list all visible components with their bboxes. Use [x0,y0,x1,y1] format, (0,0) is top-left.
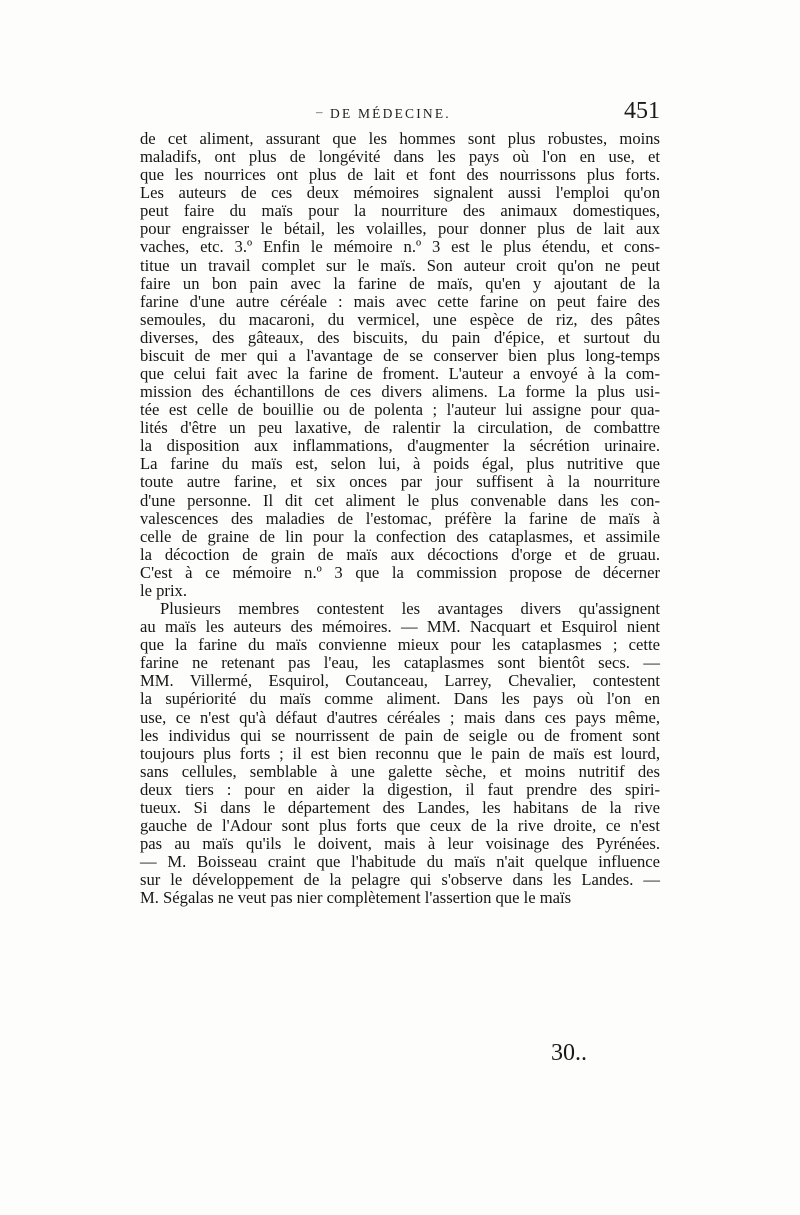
text-line: M. Ségalas ne veut pas nier complètement l'assertion que le maïs [140,888,572,908]
paragraph-1 [140,130,660,600]
text-line: tueux. Si dans le département des Landes, les habitans de la rive [140,797,660,817]
text-line: faire un bon pain avec la farine de maïs, qu'en y ajoutant de la [140,273,660,293]
text-line: — M. Boisseau craint que l'habitude du maïs n'ait quelque influence [140,852,660,872]
text-line: deux tiers : pour en aider la digestion, il faut prendre des spiri- [140,779,660,799]
text-line: que celui fait avec la farine de froment. L'auteur a envoyé à la com- [140,364,660,384]
text-line: semoules, du macaroni, du vermicel, une espèce de riz, des pâtes [140,309,660,329]
paragraph-2 [140,600,660,907]
text-line: toute autre farine, et six onces par jour suffisent à la nourriture [140,472,660,492]
signature-mark: 30.. [551,1040,587,1066]
text-line: sans cellules, semblable à une galette sèche, et moins nutritif des [140,761,660,781]
text-line: La farine du maïs est, selon lui, à poids égal, plus nutritive que [140,454,660,474]
text-line: maladifs, ont plus de longévité dans les pays où l'on en use, et [140,147,660,167]
text-line: le prix. [140,580,188,600]
text-line: de cet aliment, assurant que les hommes sont plus robustes, moins [140,129,660,148]
text-line: pas au maïs qu'ils le doivent, mais à leur voisinage des Pyrénées. [140,834,660,854]
text-line: pour engraisser le bétail, les volailles, pour donner plus de lait aux [140,219,660,239]
text-line: vaches, etc. 3.º Enfin le mémoire n.º 3 est le plus étendu, et cons- [140,237,660,257]
text-line: toujours plus forts ; il est bien reconnu que le pain de maïs est lourd, [140,743,660,763]
text-line: sur le développement de la pelagre qui s'observe dans les Landes. — [140,870,660,890]
text-line: biscuit de mer qui a l'avantage de se conserver bien plus long-temps [140,345,660,365]
text-line: que la farine du maïs convienne mieux pour les cataplasmes ; cette [140,635,660,655]
running-head: DE MÉDECINE. [330,106,451,121]
text-line: la décoction de grain de maïs aux décoctions d'orge et de gruau. [140,544,660,564]
body-text [140,130,660,907]
text-line: gauche de l'Adour sont plus forts que ceux de la rive droite, ce n'est [140,815,660,835]
text-line: d'une personne. Il dit cet aliment le plus convenable dans les con- [140,490,660,510]
text-line: valescences des maladies de l'estomac, préfère la farine de maïs à [140,508,660,528]
text-line: la supériorité du maïs comme aliment. Dans les pays où l'on en [140,689,660,709]
page-header [140,96,660,130]
text-line: diverses, des gâteaux, des biscuits, du pain d'épice, et surtout du [140,327,660,347]
text-line: use, ce n'est qu'à défaut d'autres céréales ; mais dans ces pays même, [140,707,660,727]
text-line: la disposition aux inflammations, d'augmenter la sécrétion urinaire. [140,436,660,456]
text-line: mission des échantillons de ces divers alimens. La forme la plus usi- [140,382,660,402]
text-line: farine ne retenant pas l'eau, les cataplasmes sont bientôt secs. — [140,653,660,673]
text-line: farine d'une autre céréale : mais avec cette farine on peut faire des [140,291,660,311]
text-line: tée est celle de bouillie ou de polenta ; l'auteur lui assigne pour qua- [140,400,660,420]
page-number: 451 [624,98,660,124]
text-line: Plusieurs membres contestent les avantages divers qu'assignent [160,599,660,619]
text-line: titue un travail complet sur le maïs. Son auteur croit qu'on ne peut [140,255,660,275]
text-line: C'est à ce mémoire n.º 3 que la commission propose de décerner [140,562,660,582]
text-line: peut faire du maïs pour la nourriture des animaux domestiques, [140,201,660,221]
text-line: MM. Villermé, Esquirol, Coutanceau, Larrey, Chevalier, contestent [140,671,660,691]
text-line: lités d'être un peu laxative, de ralentir la circulation, de combattre [140,418,660,438]
text-line: que les nourrices ont plus de lait et font des nourrissons plus forts. [140,165,660,185]
text-line: Les auteurs de ces deux mémoires signalent aussi l'emploi qu'on [140,183,660,203]
text-line: les individus qui se nourrissent de pain de seigle ou de froment sont [140,725,660,745]
text-line: au maïs les auteurs des mémoires. — MM. Nacquart et Esquirol nient [140,617,660,637]
running-head-dash: – [316,104,323,119]
text-line: celle de graine de lin pour la confection des cataplasmes, et assimile [140,526,660,546]
